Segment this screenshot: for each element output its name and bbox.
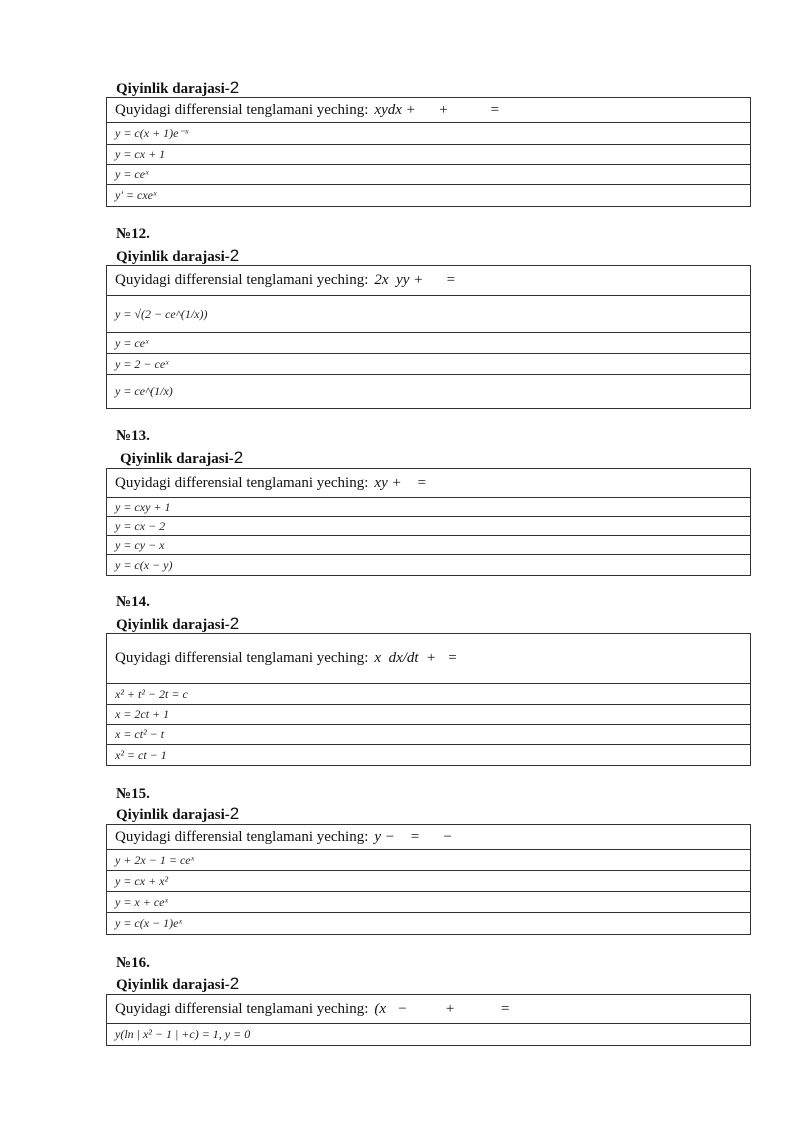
problem-number: №15.	[116, 786, 150, 802]
question-header	[107, 634, 751, 684]
question-header	[107, 825, 751, 850]
question-prompt: Quyidagi differensial tenglamani yeching:	[115, 828, 369, 845]
equation: 2x yy + =	[374, 272, 456, 288]
question-table	[106, 97, 751, 207]
level-value: 2	[229, 78, 240, 97]
level-value: 2	[229, 804, 240, 823]
answer-option: y = 2 − ceˣ	[107, 354, 751, 375]
answer-option: y = √(2 − ce^(1/x))	[107, 296, 751, 333]
problem-number: №16.	[116, 955, 150, 971]
question-table	[106, 633, 751, 766]
question-header	[107, 995, 751, 1024]
level-prefix: Qiyinlik darajasi-	[120, 451, 234, 467]
answer-option: x = 2ct + 1	[107, 705, 751, 725]
question-header	[107, 469, 751, 498]
difficulty-level	[116, 614, 239, 634]
answer-option: y = cx + x²	[107, 871, 751, 892]
level-prefix: Qiyinlik darajasi-	[116, 249, 230, 265]
level-value: 2	[229, 614, 240, 633]
level-prefix: Qiyinlik darajasi-	[116, 617, 230, 633]
equation: x dx/dt + =	[374, 650, 458, 666]
answer-option: y = c(x + 1)e⁻ˣ	[107, 123, 751, 145]
answer-option: y + 2x − 1 = ceˣ	[107, 850, 751, 871]
question-prompt: Quyidagi differensial tenglamani yeching:	[115, 474, 369, 491]
answer-option: y = ceˣ	[107, 165, 751, 185]
question-prompt: Quyidagi differensial tenglamani yeching:	[115, 1000, 369, 1017]
answer-option: y = c(x − y)	[107, 555, 751, 576]
equation: (x − + =	[374, 1000, 511, 1017]
answer-option: y = ceˣ	[107, 333, 751, 354]
answer-option: y = cx − 2	[107, 517, 751, 536]
question-table	[106, 824, 751, 935]
level-prefix: Qiyinlik darajasi-	[116, 807, 230, 823]
difficulty-level	[120, 448, 243, 468]
question-table	[106, 994, 751, 1046]
answer-option: y = ce^(1/x)	[107, 375, 751, 409]
level-value: 2	[233, 448, 244, 467]
answer-option: y = c(x − 1)eˣ	[107, 913, 751, 935]
question-header	[107, 266, 751, 296]
question-table	[106, 265, 751, 409]
answer-option: x² + t² − 2t = c	[107, 684, 751, 705]
answer-option: y = cxy + 1	[107, 498, 751, 517]
difficulty-level	[116, 78, 239, 98]
level-prefix: Qiyinlik darajasi-	[116, 81, 230, 97]
answer-option: y = cy − x	[107, 536, 751, 555]
problem-number: №14.	[116, 594, 150, 610]
question-prompt: Quyidagi differensial tenglamani yeching:	[115, 650, 369, 666]
level-prefix: Qiyinlik darajasi-	[116, 977, 230, 993]
equation: xy + =	[374, 474, 427, 491]
question-header	[107, 98, 751, 123]
difficulty-level	[116, 974, 239, 994]
answer-option: x² = ct − 1	[107, 745, 751, 766]
problem-number: №13.	[116, 428, 150, 444]
equation: y − = −	[374, 828, 453, 845]
difficulty-level	[116, 246, 239, 266]
level-value: 2	[229, 974, 240, 993]
answer-option: y = cx + 1	[107, 145, 751, 165]
problem-number: №12.	[116, 226, 150, 242]
question-table	[106, 468, 751, 576]
answer-option: y(ln | x² − 1 | +c) = 1, y = 0	[107, 1024, 751, 1046]
difficulty-level	[116, 804, 239, 824]
question-prompt: Quyidagi differensial tenglamani yeching:	[115, 101, 369, 118]
answer-option: y' = cxeˣ	[107, 185, 751, 207]
equation: xydx + + =	[374, 101, 500, 118]
question-prompt: Quyidagi differensial tenglamani yeching:	[115, 272, 369, 288]
level-value: 2	[229, 246, 240, 265]
answer-option: y = x + ceˣ	[107, 892, 751, 913]
answer-option: x = ct² − t	[107, 725, 751, 745]
